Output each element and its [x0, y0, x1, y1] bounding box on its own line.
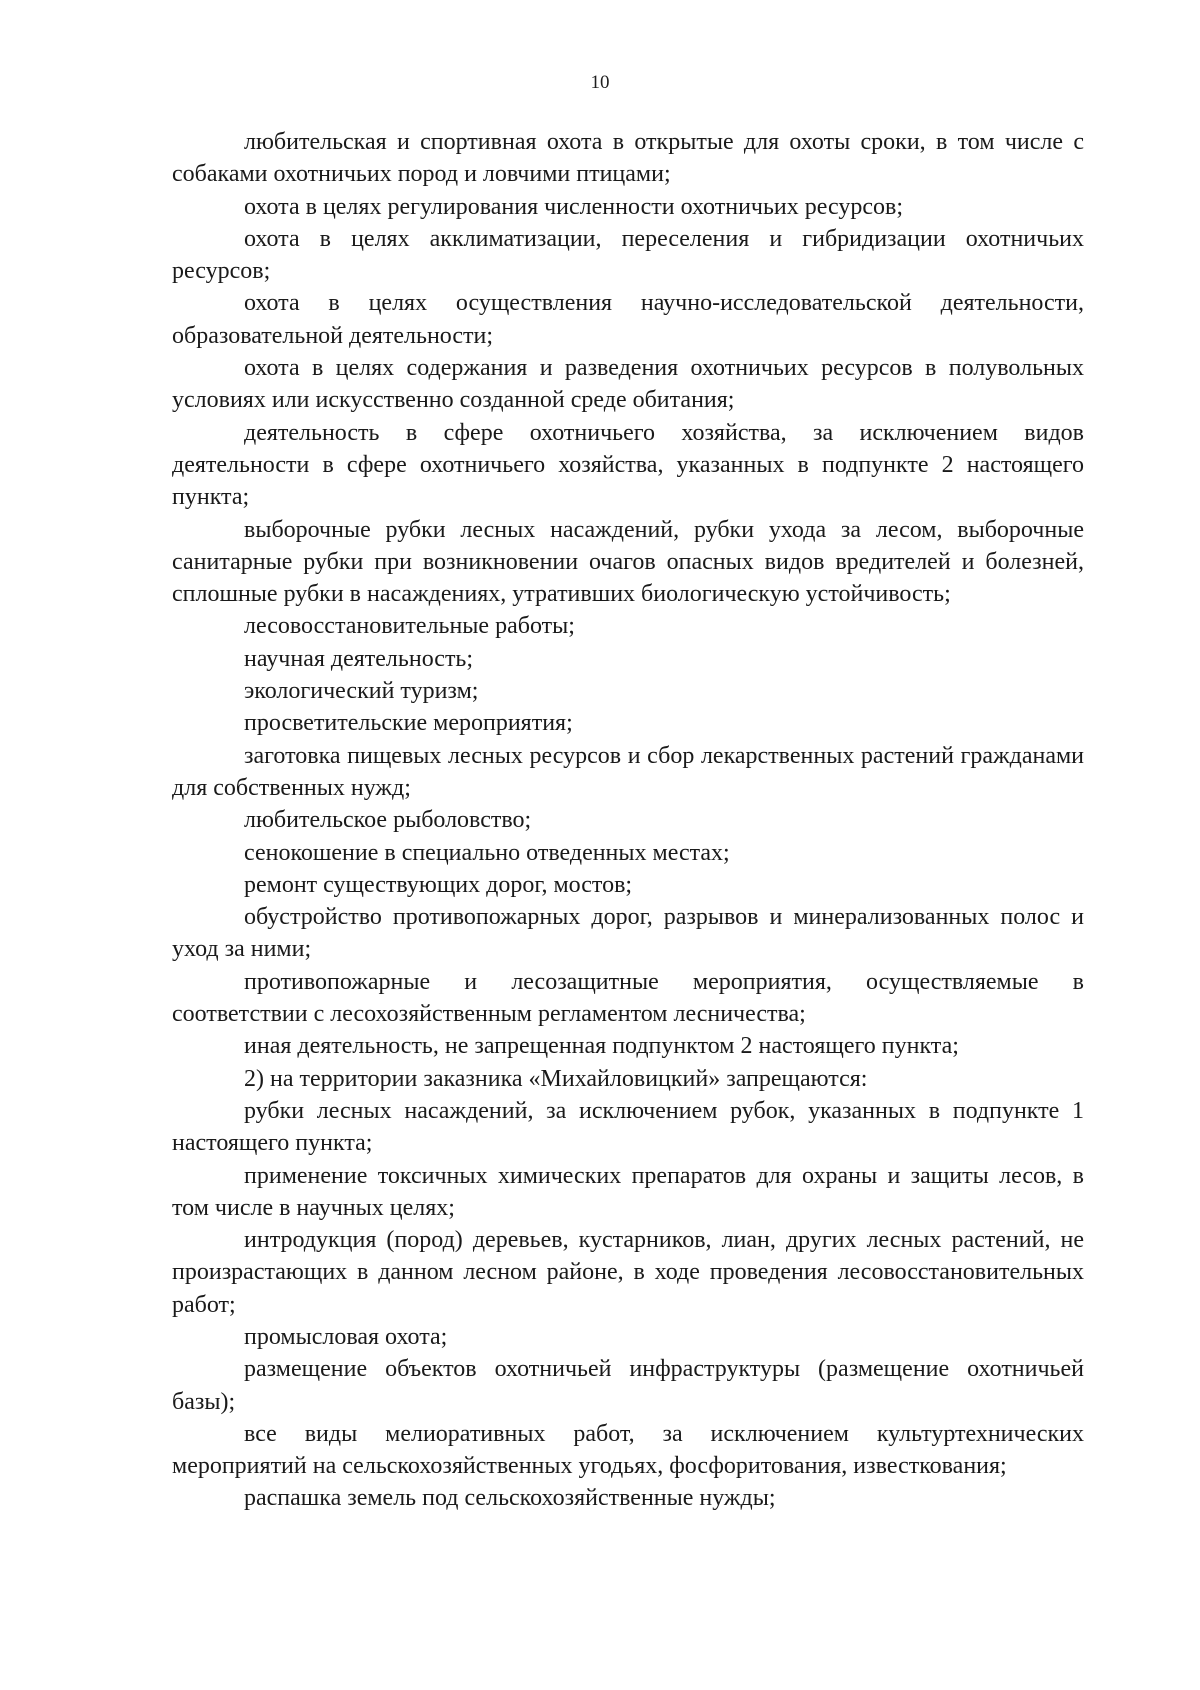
list-item: охота в целях регулирования численности охотничьих ресурсов; [244, 193, 904, 220]
list-item: обустройство противопожарных дорог, разрывов и минерализованных полос и уход за ними; [172, 904, 1084, 963]
list-item: деятельность в сфере охотничьего хозяйства, за исключением видов деятельности в сфере охотничьего хозяйства, указанных в подпункте 2 настоящего пункта; [172, 419, 1084, 511]
list-item: экологический туризм; [244, 678, 479, 705]
list-item: сенокошение в специально отведенных местах; [244, 839, 730, 866]
list-item: заготовка пищевых лесных ресурсов и сбор лекарственных растений гражданами для собственных нужд; [172, 742, 1084, 801]
list-item: иная деятельность, не запрещенная подпунктом 2 настоящего пункта; [244, 1033, 959, 1060]
list-item: просветительские мероприятия; [244, 710, 573, 737]
list-item: ремонт существующих дорог, мостов; [244, 871, 633, 898]
list-item: все виды мелиоративных работ, за исключением культуртехнических мероприятий на сельскохозяйственных угодьях, фосфоритования, известкования; [172, 1420, 1084, 1480]
list-item: противопожарные и лесозащитные мероприятия, осуществляемые в соответствии с лесохозяйственным регламентом лесничества; [172, 968, 1084, 1028]
list-item: любительское рыболовство; [244, 807, 532, 834]
list-item: применение токсичных химических препаратов для охраны и защиты лесов, в том числе в научных целях; [172, 1162, 1084, 1221]
list-item: распашка земель под сельскохозяйственные нужды; [244, 1485, 776, 1512]
list-item: охота в целях акклиматизации, переселения и гибридизации охотничьих ресурсов; [172, 225, 1084, 285]
list-item: любительская и спортивная охота в открытые для охоты сроки, в том числе с собаками охотничьих пород и ловчими птицами; [172, 129, 1084, 188]
list-item: выборочные рубки лесных насаждений, рубки ухода за лесом, выборочные санитарные рубки при возникновении очагов опасных видов вредителей и болезней, сплошные рубки в насаждениях, утративших биологическую устойчивость; [172, 516, 1084, 608]
list-item: охота в целях содержания и разведения охотничьих ресурсов в полувольных условиях или искусственно созданной среде обитания; [172, 355, 1084, 414]
list-item: промысловая охота; [244, 1323, 448, 1350]
list-item: рубки лесных насаждений, за исключением рубок, указанных в подпункте 1 настоящего пункта; [172, 1097, 1084, 1157]
list-item: размещение объектов охотничьей инфраструктуры (размещение охотничьей базы); [172, 1356, 1084, 1415]
document-body [172, 126, 1084, 1515]
list-item: научная деятельность; [244, 645, 474, 672]
list-item: лесовосстановительные работы; [244, 613, 575, 640]
section-heading: 2) на территории заказника «Михайловицкий» запрещаются: [244, 1065, 868, 1092]
list-item: охота в целях осуществления научно-исследовательской деятельности, образовательной деятельности; [172, 290, 1084, 349]
list-item: интродукция (пород) деревьев, кустарников, лиан, других лесных растений, не произрастающих в данном лесном районе, в ходе проведения лесовосстановительных работ; [172, 1227, 1084, 1318]
page-number: 10 [590, 72, 610, 93]
